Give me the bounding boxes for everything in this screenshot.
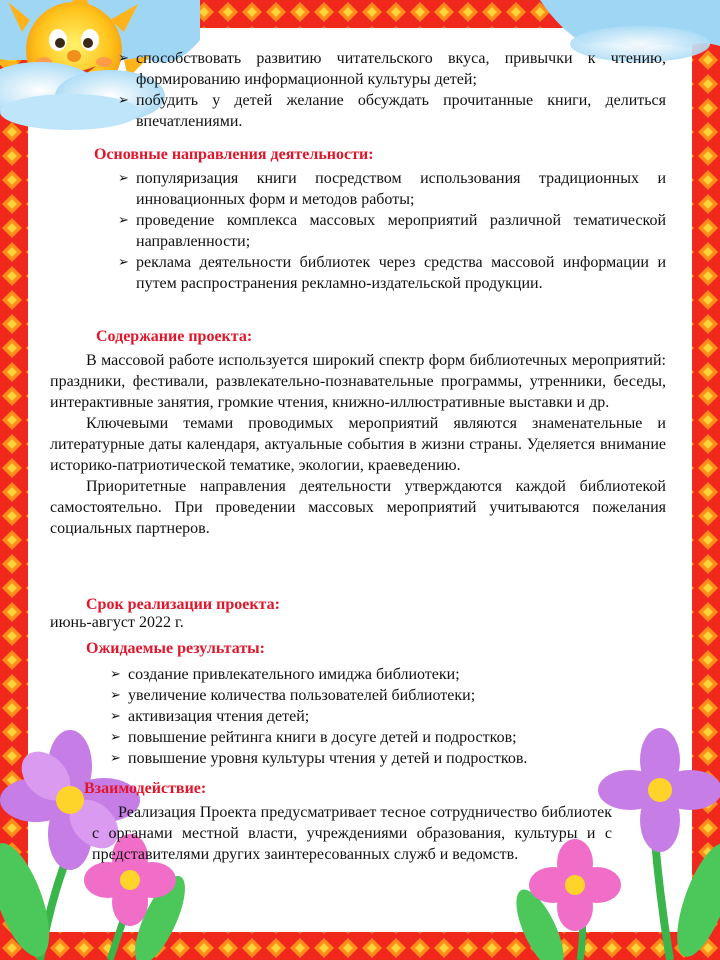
list-item: ➢ повышение уровня культуры чтения у детей и подростков. xyxy=(110,748,650,769)
list-item: ➢ увеличение количества пользователей библиотеки; xyxy=(110,685,650,706)
list-item: ➢ способствовать развитию читательского вкуса, привычки к чтению, формированию информационной культуры детей; xyxy=(118,48,666,90)
paragraph: Реализация Проекта предусматривает тесное сотрудничество библиотек с органами местной власти, учреждениями образования, культуры и с представителями других заинтересованных служб и ведомств. xyxy=(92,804,612,863)
term-text: июнь-август 2022 г. xyxy=(50,614,184,631)
list-item: ➢ создание привлекательного имиджа библиотеки; xyxy=(110,664,650,685)
section-heading-content: Содержание проекта: xyxy=(96,328,253,345)
list-item: ➢ популяризация книги посредством использования традиционных и инновационных форм и методов работы; xyxy=(118,168,666,210)
section-heading-interaction: Взаимодействие: xyxy=(84,780,207,797)
interaction-paragraph xyxy=(92,802,612,865)
section-heading-directions: Основные направления деятельности: xyxy=(94,146,374,163)
section-heading-results: Ожидаемые результаты: xyxy=(86,640,265,657)
list-item: ➢ реклама деятельности библиотек через средства массовой информации и путем распространения рекламно-издательской продукции. xyxy=(118,252,666,294)
paragraph: Ключевыми темами проводимых мероприятий являются знаменательные и литературные даты календаря, актуальные события в жизни страны. Уделяется внимание историко-патриотической тематике, экологии, краеведению. xyxy=(50,415,666,474)
top-bullet-list xyxy=(118,48,666,132)
list-item: ➢ проведение комплекса массовых мероприятий различной тематической направленности; xyxy=(118,210,666,252)
results-list xyxy=(110,664,650,769)
paragraph: Приоритетные направления деятельности утверждаются каждой библиотекой самостоятельно. При проведении массовых мероприятий учитываются пожелания социальных партнеров. xyxy=(50,478,666,537)
list-item: ➢ побудить у детей желание обсуждать прочитанные книги, делиться впечатлениями. xyxy=(118,90,666,132)
list-item: ➢ активизация чтения детей; xyxy=(110,706,650,727)
content-paragraphs xyxy=(50,350,666,539)
section-heading-term: Срок реализации проекта: xyxy=(86,596,280,613)
list-item: ➢ повышение рейтинга книги в досуге детей и подростков; xyxy=(110,727,650,748)
directions-list xyxy=(118,168,666,294)
paragraph: В массовой работе используется широкий спектр форм библиотечных мероприятий: праздники, фестивали, развлекательно-познавательные программы, утренники, беседы, интерактивные занятия, громкие чтения, книжно-иллюстративные выставки и др. xyxy=(50,352,666,411)
term-value xyxy=(50,612,450,633)
